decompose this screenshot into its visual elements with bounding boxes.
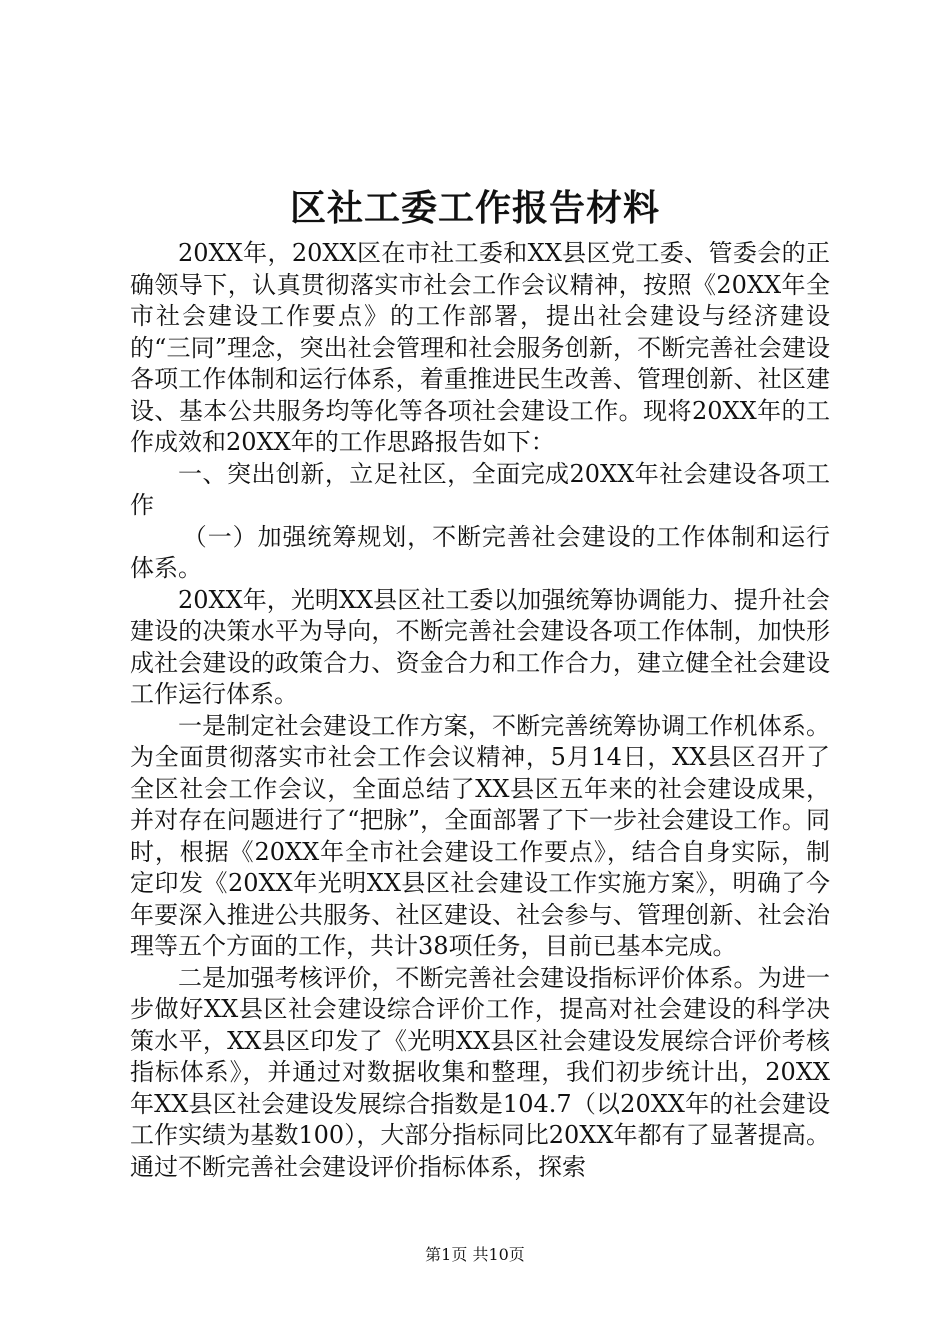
paragraph-intro: 20XX年，20XX区在市社工委和XX县区党工委、管委会的正确领导下，认真贯彻落实市社会工作会议精神，按照《20XX年全市社会建设工作要点》的工作部署，提出社会建设与经济建设的“三同”理念，突出社会管理和社会服务创新，不断完善社会建设各项工作体制和运行体系，着重推进民生改善、管理创新、社区建设、基本公共服务均等化等各项社会建设工作。现将20XX年的工作成效和20XX年的工作思路报告如下： [130, 239, 830, 456]
section-heading-1: 一、突出创新，立足社区，全面完成20XX年社会建设各项工作 [130, 459, 830, 519]
paragraph-overview: 20XX年，光明XX县区社工委以加强统筹协调能力、提升社会建设的决策水平为导向，不断完善社会建设各项工作体制，加快形成社会建设的政策合力、资金合力和工作合力，建立健全社会建设工作运行体系。 [130, 585, 830, 708]
paragraph-item-1: 一是制定社会建设工作方案，不断完善统筹协调工作机体系。为全面贯彻落实市社会工作会议精神，5月14日，XX县区召开了全区社会工作会议，全面总结了XX县区五年来的社会建设成果，并对存在问题进行了“把脉”，全面部署了下一步社会建设工作。同时，根据《20XX年全市社会建设工作要点》，结合自身实际，制定印发《20XX年光明XX县区社会建设工作实施方案》，明确了今年要深入推进公共服务、社区建设、社会参与、管理创新、社会治理等五个方面的工作，共计38项任务，目前已基本完成。 [130, 711, 830, 960]
paragraph-item-2: 二是加强考核评价，不断完善社会建设指标评价体系。为进一步做好XX县区社会建设综合评价工作，提高对社会建设的科学决策水平，XX县区印发了《光明XX县区社会建设发展综合评价考核指标体系》，并通过对数据收集和整理，我们初步统计出，20XX年XX县区社会建设发展综合指数是104.7（以20XX年的社会建设工作实绩为基数100），大部分指标同比20XX年都有了显著提高。通过不断完善社会建设评价指标体系，探索 [130, 963, 830, 1181]
subsection-heading-1: （一）加强统筹规划，不断完善社会建设的工作体制和运行体系。 [130, 522, 830, 582]
page-number-footer: 第1页 共10页 [425, 1245, 525, 1264]
document-title: 区社工委工作报告材料 [289, 187, 660, 229]
document-body [130, 238, 830, 1183]
